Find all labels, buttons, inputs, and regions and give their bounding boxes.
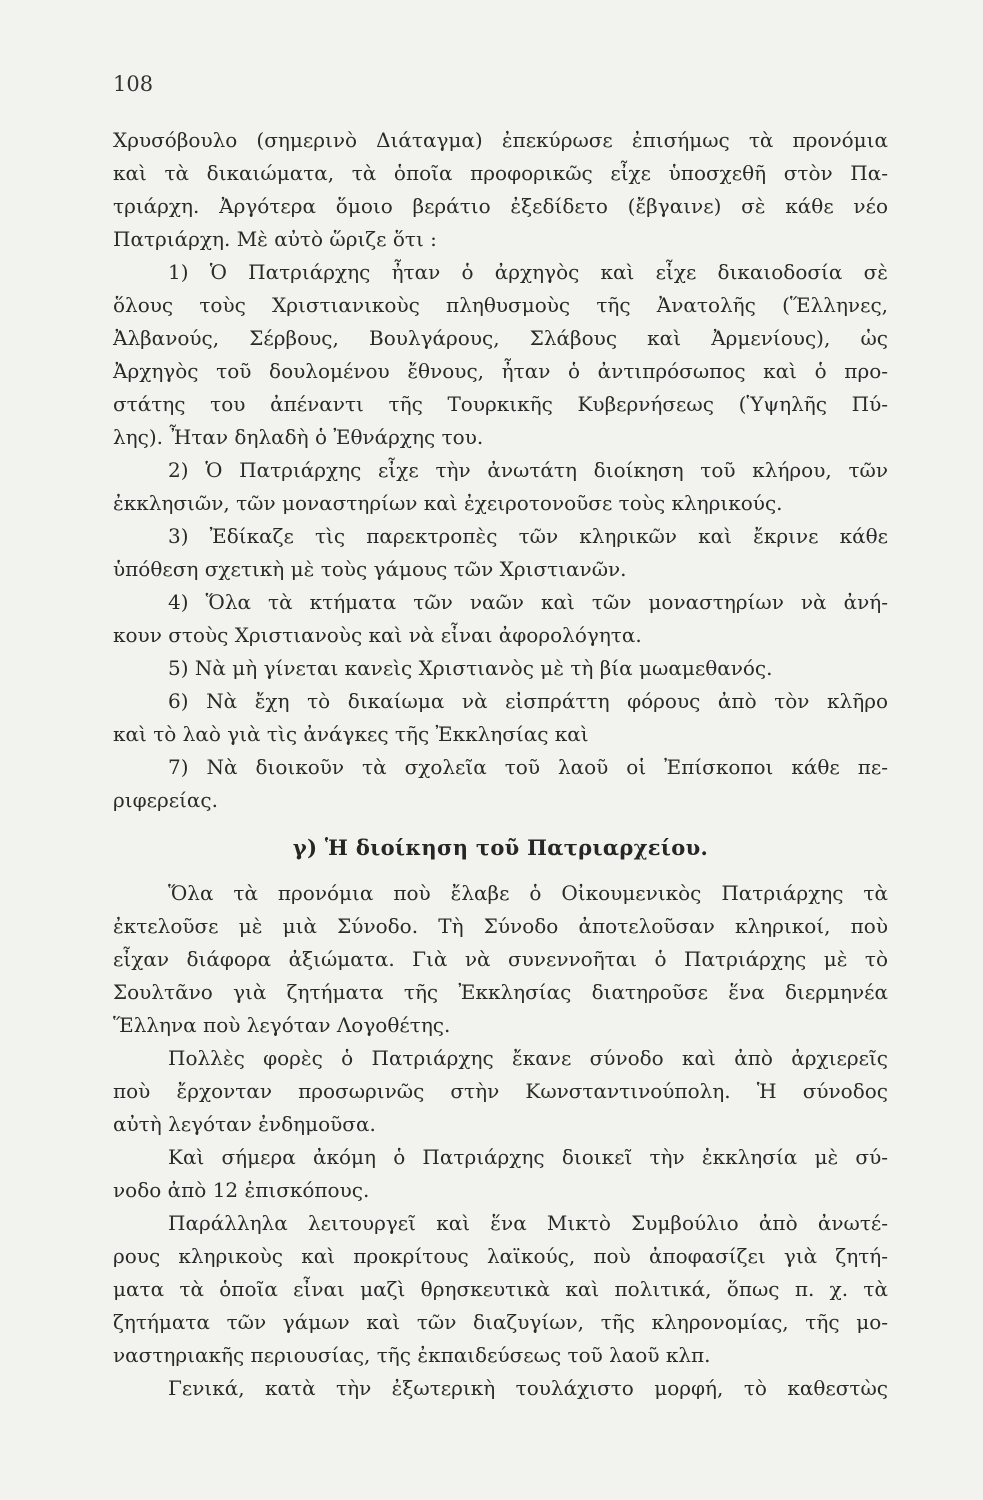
text-line: καὶ τὰ δικαιώματα, τὰ ὁποῖα προφορικῶς εἶχε ὑποσχεθῆ στὸν Πα- bbox=[113, 161, 888, 185]
page-body bbox=[113, 124, 888, 1405]
text-line: Ἀρχηγὸς τοῦ δουλομένου ἔθνους, ἦταν ὁ ἀντιπρόσωπος καὶ ὁ προ- bbox=[113, 359, 888, 383]
text-line: λης). Ἦταν δηλαδὴ ὁ Ἐθνάρχης του. bbox=[113, 425, 484, 449]
text-line: Γενικά, κατὰ τὴν ἐξωτερικὴ τουλάχιστο μορφή, τὸ καθεστὼς bbox=[168, 1376, 888, 1400]
text-line: ποὺ ἔρχονταν προσωρινῶς στὴν Κωνσταντινούπολη. Ἡ σύνοδος bbox=[113, 1079, 888, 1103]
text-line: ζητήματα τῶν γάμων καὶ τῶν διαζυγίων, τῆς κληρονομίας, τῆς μο- bbox=[113, 1310, 888, 1334]
text-line: ματα τὰ ὁποῖα εἶναι μαζὶ θρησκευτικὰ καὶ πολιτικά, ὅπως π. χ. τὰ bbox=[113, 1277, 888, 1301]
text-line: Ἕλληνα ποὺ λεγόταν Λογοθέτης. bbox=[113, 1013, 451, 1037]
text-line: 1) Ὁ Πατριάρχης ἦταν ὁ ἀρχηγὸς καὶ εἶχε δικαιοδοσία σὲ bbox=[168, 260, 888, 284]
list-item bbox=[113, 256, 888, 454]
list-item bbox=[113, 652, 888, 685]
text-line: Καὶ σήμερα ἀκόμη ὁ Πατριάρχης διοικεῖ τὴν ἐκκλησία μὲ σύ- bbox=[168, 1145, 888, 1169]
text-line: Χρυσόβουλο (σημερινὸ Διάταγμα) ἐπεκύρωσε ἐπισήμως τὰ προνόμια bbox=[113, 128, 888, 152]
list-item bbox=[113, 520, 888, 586]
text-line: Πατριάρχη. Μὲ αὐτὸ ὥριζε ὅτι : bbox=[113, 227, 437, 251]
text-line: ἐκκλησιῶν, τῶν μοναστηρίων καὶ ἐχειροτονοῦσε τοὺς κληρικούς. bbox=[113, 491, 783, 515]
text-line: Ἀλβανούς, Σέρβους, Βουλγάρους, Σλάβους καὶ Ἀρμενίους), ὡς bbox=[113, 326, 888, 350]
list-item bbox=[113, 685, 888, 751]
text-line: 5) Νὰ μὴ γίνεται κανεὶς Χριστιανὸς μὲ τὴ βία μωαμεθανός. bbox=[168, 656, 773, 680]
text-line: ρους κληρικοὺς καὶ προκρίτους λαϊκούς, ποὺ ἀποφασίζει γιὰ ζητή- bbox=[113, 1244, 888, 1268]
text-line: Πολλὲς φορὲς ὁ Πατριάρχης ἔκανε σύνοδο καὶ ἀπὸ ἀρχιερεῖς bbox=[168, 1046, 888, 1070]
paragraph bbox=[113, 877, 888, 1042]
text-line: ριφερείας. bbox=[113, 788, 218, 812]
list-item bbox=[113, 454, 888, 520]
text-line: 2) Ὁ Πατριάρχης εἶχε τὴν ἀνωτάτη διοίκηση τοῦ κλήρου, τῶν bbox=[168, 458, 888, 482]
text-line: ἐκτελοῦσε μὲ μιὰ Σύνοδο. Τὴ Σύνοδο ἀποτελοῦσαν κληρικοί, ποὺ bbox=[113, 914, 888, 938]
text-line: καὶ τὸ λαὸ γιὰ τὶς ἀνάγκες τῆς Ἐκκλησίας καὶ bbox=[113, 722, 589, 746]
intro-paragraph bbox=[113, 124, 888, 256]
text-line: 7) Νὰ διοικοῦν τὰ σχολεῖα τοῦ λαοῦ οἱ Ἐπίσκοποι κάθε πε- bbox=[168, 755, 888, 779]
paragraph bbox=[113, 1372, 888, 1405]
section-heading: γ) Ἡ διοίκηση τοῦ Πατριαρχείου. bbox=[292, 835, 709, 860]
text-line: Σουλτᾶνο γιὰ ζητήματα τῆς Ἐκκλησίας διατηροῦσε ἕνα διερμηνέα bbox=[113, 980, 888, 1004]
text-line: Ὅλα τὰ προνόμια ποὺ ἔλαβε ὁ Οἰκουμενικὸς Πατριάρχης τὰ bbox=[168, 881, 888, 905]
text-line: 3) Ἐδίκαζε τὶς παρεκτροπὲς τῶν κληρικῶν καὶ ἔκρινε κάθε bbox=[168, 524, 888, 548]
paragraph bbox=[113, 1042, 888, 1141]
text-line: ὑπόθεση σχετικὴ μὲ τοὺς γάμους τῶν Χριστιανῶν. bbox=[113, 557, 627, 581]
text-line: κουν στοὺς Χριστιανοὺς καὶ νὰ εἶναι ἀφορολόγητα. bbox=[113, 623, 642, 647]
text-line: νοδο ἀπὸ 12 ἐπισκόπους. bbox=[113, 1178, 370, 1202]
text-line: 6) Νὰ ἔχη τὸ δικαίωμα νὰ εἰσπράττη φόρους ἀπὸ τὸν κλῆρο bbox=[168, 689, 888, 713]
paragraph bbox=[113, 1141, 888, 1207]
text-line: τριάρχη. Ἀργότερα ὅμοιο βεράτιο ἐξεδίδετο (ἔβγαινε) σὲ κάθε νέο bbox=[113, 194, 888, 218]
text-line: εἶχαν διάφορα ἀξιώματα. Γιὰ νὰ συνεννοῆται ὁ Πατριάρχης μὲ τὸ bbox=[113, 947, 888, 971]
text-line: Παράλληλα λειτουργεῖ καὶ ἕνα Μικτὸ Συμβούλιο ἀπὸ ἀνωτέ- bbox=[168, 1211, 888, 1235]
text-line: αὐτὴ λεγόταν ἐνδημοῦσα. bbox=[113, 1112, 376, 1136]
text-line: ναστηριακῆς περιουσίας, τῆς ἐκπαιδεύσεως τοῦ λαοῦ κλπ. bbox=[113, 1343, 711, 1367]
list-item bbox=[113, 751, 888, 817]
paragraph bbox=[113, 1207, 888, 1372]
page-number: 108 bbox=[113, 72, 154, 96]
text-line: ὅλους τοὺς Χριστιανικοὺς πληθυσμοὺς τῆς Ἀνατολῆς (Ἕλληνες, bbox=[113, 293, 888, 317]
text-line: στάτης του ἀπέναντι τῆς Τουρκικῆς Κυβερνήσεως (Ὑψηλῆς Πύ- bbox=[113, 392, 888, 416]
list-item bbox=[113, 586, 888, 652]
text-line: 4) Ὅλα τὰ κτήματα τῶν ναῶν καὶ τῶν μοναστηρίων νὰ ἀνή- bbox=[168, 590, 888, 614]
